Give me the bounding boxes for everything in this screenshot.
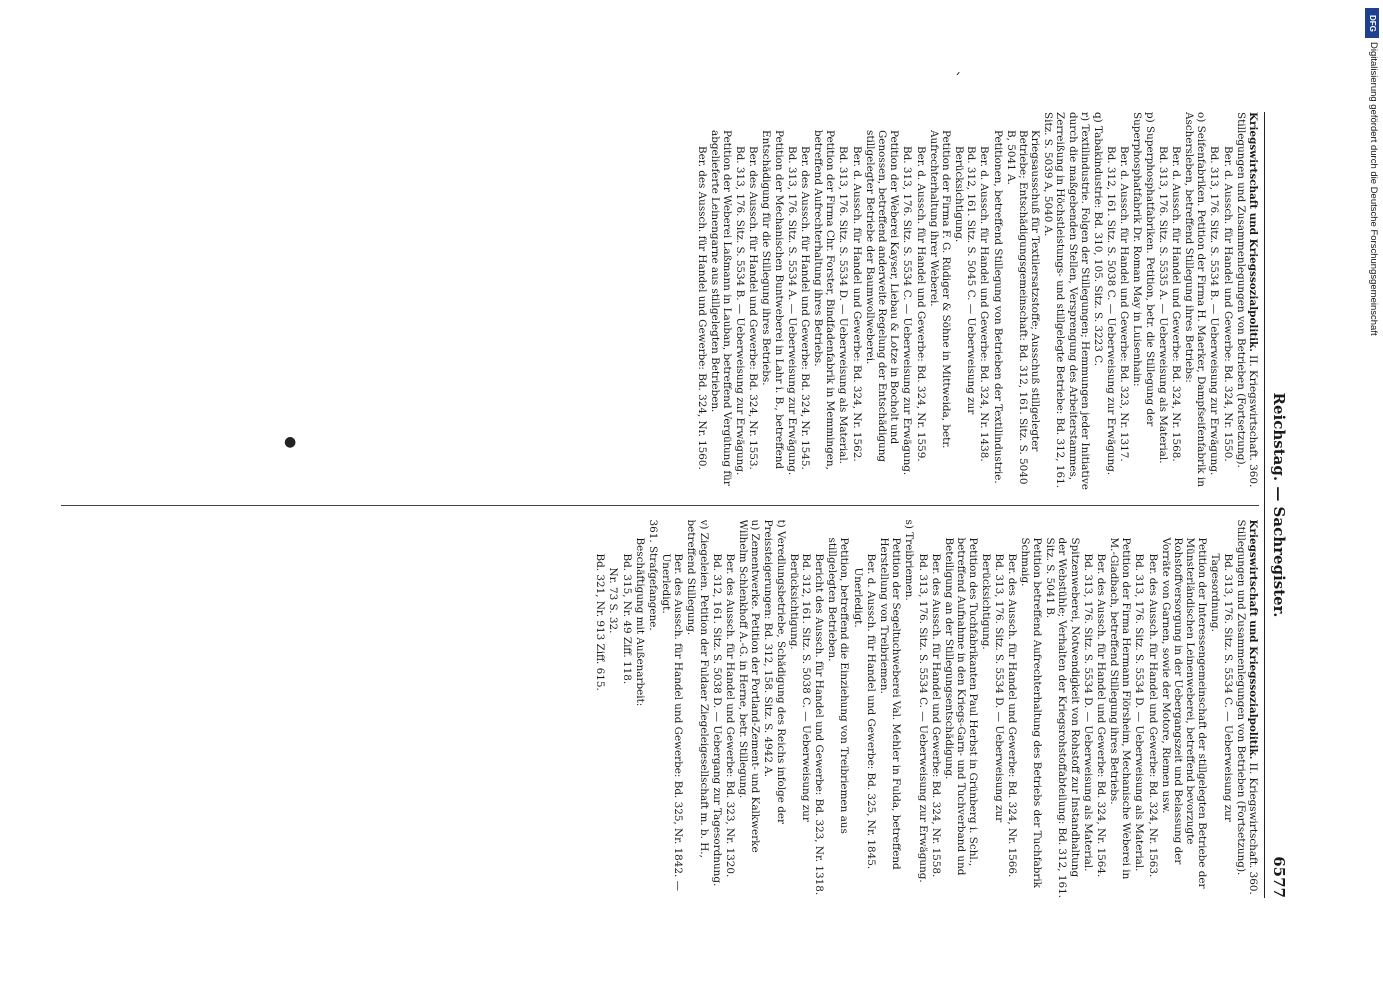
ink-blot-mark: ● <box>284 434 297 450</box>
dfg-logo: DFG <box>1365 8 1379 38</box>
index-entry: Petition der Firma Hermann Flörsheim, Mechanische Weberei in M.-Gladbach, betreffend Stillegung ihres Betriebs. <box>1108 537 1133 880</box>
index-entry: Ber. d. Aussch. für Handel und Gewerbe: Bd. 324, Nr. 1550. <box>1221 146 1234 462</box>
index-entry: Ber. des Aussch. für Handel und Gewerbe: Bd. 324, Nr. 1558. <box>929 553 942 878</box>
index-entry: Kriegsausschuß für Textilersatzstoffe; Ausschuß stillgelegter Betriebe; Entschädigungsgemeinschaft: Bd. 312, 161. Sitz. S. 5040 B, 5041 A. <box>1004 130 1042 485</box>
index-entry: Ber. d. Aussch. für Handel und Gewerbe: Bd. 324, Nr. 1438. <box>978 146 991 462</box>
index-entry: Petition des Tuchfabrikanten Paul Herbst in Grünberg i. Schl., betreffend Aufnahme in den Kriegs-Garn- und Tuchverband und Beteiligung an der Stillegungsentschädigung. <box>942 537 980 876</box>
index-entry: Petition der Firma F. G. Rüdiger & Söhne in Mittweida, betr. Aufrechterhaltung ihrer Weberei. <box>927 130 952 449</box>
index-entry: Ber. des Aussch. für Handel und Gewerbe: Bd. 324, Nr. 1564. <box>1094 553 1107 878</box>
page-number: 6577 <box>1270 856 1288 898</box>
index-entry: Petition der Segeltuchweberei Val. Mehler in Fulda, betreffend Herstellung von Treibriemen. <box>878 537 903 870</box>
index-entry: Ber. des Aussch. für Handel und Gewerbe: Bd. 324, Nr. 1563. <box>1146 553 1159 878</box>
header-rule <box>1264 112 1265 898</box>
right-column <box>61 520 1259 899</box>
index-entry: Ber. d. Aussch. für Handel und Gewerbe: Bd. 324, Nr. 1559. <box>914 146 927 462</box>
right-continuation-heading <box>1235 520 1259 899</box>
right-heading-rest: II. Kriegswirtschaft. 360. Stillegungen und Zusammenlegungen von Betrieben (Fortsetzung). <box>1234 519 1259 895</box>
running-head-title: Reichstag. — Sachregister. <box>1270 392 1288 618</box>
index-entry: Bd. 321, Nr. 913 Ziff. 615. <box>594 553 607 691</box>
index-entry: Ber. des Aussch. für Handel und Gewerbe: Bd. 324, Nr. 1553. <box>747 146 760 470</box>
index-entry: Ber. d. Aussch. für Handel und Gewerbe: Bd. 325, Nr. 1845. <box>864 553 877 870</box>
index-entry: Bd. 313, 176. Sitz. S. 5534 B. — Ueberweisung zur Erwägung. <box>734 146 747 476</box>
index-entry: o) Seifenfabriken. Petition der Firma H. Maerker, Dampfseifenfabrik in Aschersleben, betreffend Stillegung ihres Betriebs: <box>1183 112 1208 487</box>
index-entry: Bericht des Aussch. für Handel und Gewerbe: Bd. 323, Nr. 1318. <box>813 553 826 896</box>
index-entry: Ber. des Aussch. für Handel und Gewerbe: Bd. 324, Nr. 1560. <box>695 146 708 470</box>
index-entry: Petition, betreffend die Einziehung von Treibriemen aus stillgelegten Betrieben. <box>826 537 851 834</box>
index-entry: Bd. 313, 176. Sitz. S. 5534 B. — Ueberweisung zur Erwägung. <box>1208 146 1221 476</box>
index-entry: Bd. 313, 176. Sitz. S. 5535 A. — Ueberweisung als Material. <box>1156 146 1169 464</box>
index-entry: Beschäftigung mit Außenarbeit: <box>633 537 646 707</box>
left-heading-bold: Kriegswirtschaft und Kriegssozialpolitik. <box>1247 112 1259 352</box>
index-entry: Petition der Interessengemeinschaft der stillgelegten Betriebe der Münsterländischen Leinenweberei, betreffend bevorzugte Rohstoffversorgung in der Uebergangszeit und Belassung der Vorräte von Garnen, sowie der Motore, Riemen usw. <box>1159 537 1209 889</box>
left-heading-rest: II. Kriegswirtschaft. 360. Stillegungen und Zusammenlegungen von Betrieben (Fortsetzung). <box>1234 112 1259 488</box>
index-entry: 361. Strafgefangene. <box>646 519 659 631</box>
index-entry: Petition der Weberei Kayser, Liebau & Lotze in Bocholt und Genossen, betreffend anderweite Regelung der Entschädigung stillgelegter Betriebe der Baumwollweberei. <box>863 130 901 463</box>
index-entry: Ber. d. Aussch. für Handel und Gewerbe: Bd. 324, Nr. 1568. <box>1169 146 1182 462</box>
index-entry: Bd. 312, 161. Sitz. S. 5038 C. — Ueberweisung zur Erwägung. <box>1105 146 1118 476</box>
index-entry: Bd. 313, 176. Sitz. S. 5534 D. — Ueberweisung als Material. <box>1133 553 1146 872</box>
index-entry: Bd. 313, 176. Sitz. S. 5534 C. — Ueberweisung zur Erwägung. <box>901 146 914 476</box>
left-column <box>61 112 1259 491</box>
digitization-note <box>1365 8 1379 688</box>
index-entry: Bd. 313, 176. Sitz. S. 5534 C. — Ueberweisung zur Erwägung. <box>916 553 929 883</box>
index-entry: Bd. 315, Nr. 49 Ziff. 118. <box>620 553 633 685</box>
index-entry: Petition der Firma Chr. Forster, Bindfadenfabrik in Memmingen, betreffend Aufrechterhaltung ihres Betriebs. <box>812 130 837 470</box>
index-entry: Unerledigt. <box>851 567 864 628</box>
index-entry: Petition betreffend Aufrechterhaltung des Betriebs der Tuchfabrik Schmaig. <box>1018 537 1044 888</box>
index-entry: Bd. 313, 176. Sitz. S. 5534 C. — Ueberweisung zur Tagesordnung. <box>1209 553 1234 822</box>
index-entry: Ber. des Aussch. für Handel und Gewerbe: Bd. 325, Nr. 1842. — Unerledigt. <box>660 553 685 892</box>
index-entry: t) Veredlungsbetriebe, Schädigung des Reichs infolge der Preissteigerungen: Bd. 312, 158. Sitz. S. 4942 A. <box>762 519 787 824</box>
index-entry: Spitzenweberei, Notwendigkeit von Rohstoff zur Instandhaltung der Webstühle; Verhalten der Kriegsrohstoffabteilung: Bd. 312, 161. Sitz. S. 5041 B. <box>1044 537 1081 898</box>
index-entry: Petition der Mechanischen Buntweberei in Lahr i. B., betreffend Entschädigung für die Stillegung ihres Betriebs. <box>760 130 785 470</box>
page-content <box>61 112 1291 898</box>
index-entry: Petition der Weberei Laßmann in Lauban, betreffend Vergütung für abgelieferte Leinengarne aus stillgelegten Betrieben. <box>708 130 733 486</box>
two-column-body <box>61 112 1259 898</box>
index-entry: Bd. 313, 176. Sitz. S. 5534 D. — Ueberweisung als Material. <box>1081 553 1094 872</box>
index-entry: Bd. 313, 176. Sitz. S. 5534 D. — Ueberweisung zur Berücksichtigung. <box>980 553 1005 823</box>
index-entry: p) Superphosphatfabriken. Petition, betr. die Stillegung der Superphosphatfabrik Dr. Roman May in Luisenhain: <box>1131 112 1156 427</box>
column-divider <box>61 505 1259 506</box>
running-head <box>1267 112 1291 898</box>
index-entry: Ber. des Aussch. für Handel und Gewerbe: Bd. 324, Nr. 1566. <box>1005 553 1018 878</box>
index-entry: Nr. 73 S. 32. <box>607 567 620 634</box>
index-entry: q) Tabakindustrie: Bd. 310, 105. Sitz. S. 3223 C. <box>1091 112 1104 367</box>
index-entry: s) Treibriemen. <box>903 519 916 601</box>
left-continuation-heading <box>1235 112 1259 491</box>
index-entry: r) Textilindustrie. Folgen der Stillegungen; Hemmungen jeder Initiative durch die maßgebenden Stellen, Versprengung des Arbeiterstammes, Zerreißung in Höchstleistungs- und stillgelegte Betriebe: Bd. 312, 161. Sitz. S. 5039 A, 5040 A. <box>1042 112 1091 490</box>
index-entry: u) Zementwerke. Petition der Portland-Zement- und Kalkwerke Wilhelm Schlenkhoff A.-G. in Herne, betr. Stillegung. <box>737 519 762 853</box>
index-entry: Bd. 312, 161. Sitz. S. 5045 C. — Ueberweisung zur Berücksichtigung. <box>953 146 978 415</box>
index-entry: Petitionen, betreffend Stillegung von Betrieben der Textilindustrie. <box>991 130 1004 484</box>
index-entry: Ber. d. Aussch. für Handel und Gewerbe: Bd. 324, Nr. 1562. <box>850 146 863 462</box>
digitization-text: Digitalisierung gefördert durch die Deutsche Forschungsgemeinschaft <box>1368 42 1379 336</box>
index-entry: Bd. 312, 161. Sitz. S. 5038 C. — Ueberweisung zur Berücksichtigung. <box>787 553 812 822</box>
right-heading-bold: Kriegswirtschaft und Kriegssozialpolitik. <box>1247 519 1259 760</box>
index-entry: Bd. 313, 176. Sitz. S. 5534 A. — Ueberweisung zur Erwägung. <box>785 146 798 476</box>
index-entry: Ber. des Aussch. für Handel und Gewerbe: Bd. 323, Nr. 1320. <box>723 553 736 878</box>
stroke-mark: ˊ <box>954 72 961 88</box>
index-entry: v) Ziegeleien. Petition der Fuldaer Ziegeleigesellschaft m. b. H., betreffend Stillegung. <box>685 519 710 858</box>
index-entry: Bd. 313, 176. Sitz. S. 5534 D. — Ueberweisung als Material. <box>837 146 850 464</box>
index-entry: Ber. d. Aussch. für Handel und Gewerbe: Bd. 323, Nr. 1317. <box>1118 146 1131 462</box>
index-entry: Bd. 312, 161. Sitz. S. 5038 D. — Uebergang zur Tagesordnung. <box>710 553 723 887</box>
index-entry: Ber. des Aussch. für Handel und Gewerbe: Bd. 324, Nr. 1545. <box>798 146 811 470</box>
